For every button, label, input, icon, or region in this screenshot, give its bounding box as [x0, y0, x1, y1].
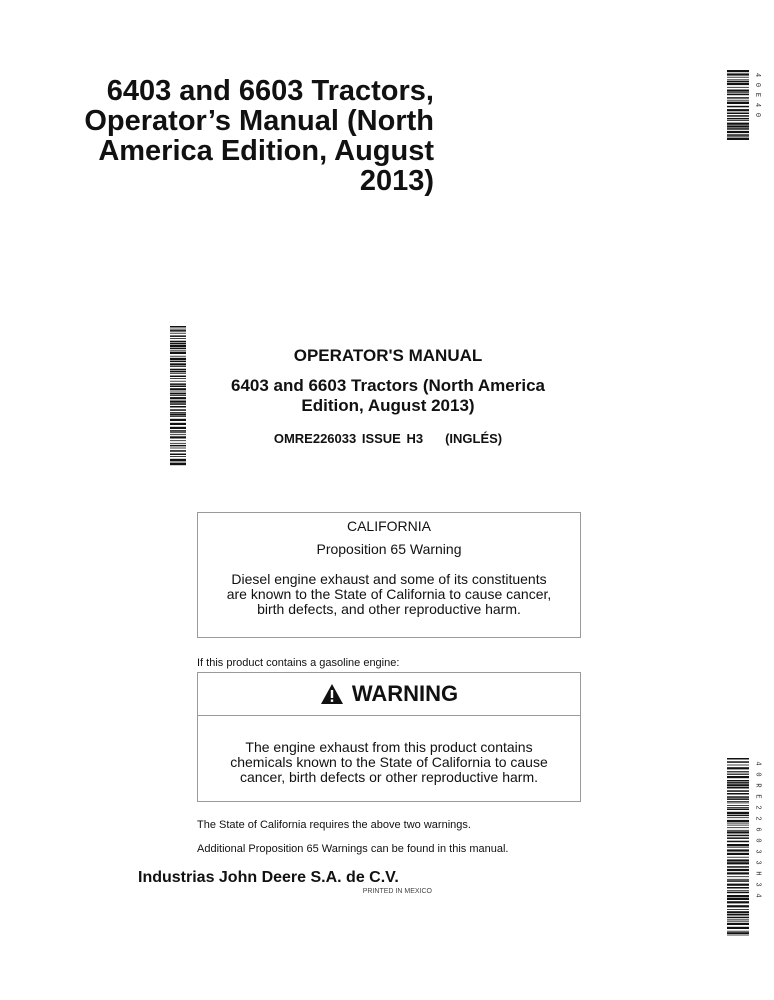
warning-triangle-icon	[320, 683, 344, 705]
title-line: America Edition, August	[98, 135, 434, 167]
california-subheading: Proposition 65 Warning	[316, 541, 462, 557]
manual-heading: OPERATOR'S MANUAL	[293, 346, 483, 365]
warning-body	[198, 740, 580, 785]
warning-heading: WARNING	[351, 681, 459, 706]
california-body-line: are known to the State of California to cause cancer,	[226, 586, 552, 602]
subtitle-line: 6403 and 6603 Tractors (North America	[230, 376, 545, 395]
barcode-digit: 0	[753, 82, 761, 88]
right-bottom-barcode-digits	[751, 758, 763, 936]
warning-body-line: chemicals known to the State of California to cause	[230, 754, 548, 770]
left-barcode-graphic	[170, 326, 186, 466]
barcode-digit: 4	[753, 72, 761, 78]
barcode-digit: 3	[753, 882, 762, 887]
warning-body-line: The engine exhaust from this product contains	[245, 739, 533, 755]
barcode-digit: 4	[753, 893, 762, 898]
manual-language: (INGLÉS)	[445, 431, 503, 446]
publisher-name: Industrias John Deere S.A. de C.V.	[138, 869, 399, 886]
barcode-digit: 2	[753, 805, 762, 810]
document-title	[40, 76, 434, 196]
california-heading: CALIFORNIA	[346, 518, 431, 534]
right-bottom-barcode-graphic	[727, 758, 749, 936]
barcode-digit: 3	[753, 860, 762, 865]
title-line: 2013)	[359, 165, 434, 197]
california-body-line: birth defects, and other reproductive harm.	[257, 601, 521, 617]
barcode-digit: R	[753, 783, 762, 788]
barcode-digit: 6	[753, 827, 762, 832]
barcode-digit: E	[753, 92, 761, 98]
warning-header	[198, 673, 580, 716]
additional-warnings-note: Additional Proposition 65 Warnings can be found in this manual.	[197, 843, 509, 855]
california-body	[198, 572, 580, 617]
barcode-digit: 2	[753, 816, 762, 821]
gasoline-note: If this product contains a gasoline engine:	[197, 657, 400, 669]
barcode-digit: 0	[753, 772, 762, 777]
requirement-note: The State of California requires the above two warnings.	[197, 819, 471, 831]
title-line: Operator’s Manual (North	[84, 105, 434, 137]
california-body-line: Diesel engine exhaust and some of its constituents	[231, 571, 547, 587]
printed-in-note: PRINTED IN MEXICO	[362, 888, 432, 895]
california-warning-box	[197, 512, 581, 638]
barcode-digit: E	[753, 794, 762, 799]
title-line: 6403 and 6603 Tractors,	[106, 75, 434, 107]
barcode-digit: 4	[753, 761, 762, 766]
manual-code: OMRE226033 ISSUE H3	[273, 431, 424, 446]
barcode-digit: 4	[753, 102, 761, 108]
right-top-barcode-digits	[751, 70, 763, 140]
barcode-digit: 3	[753, 849, 762, 854]
barcode-digit: H	[753, 871, 762, 876]
subtitle-line: Edition, August 2013)	[301, 396, 475, 415]
warning-body-line: cancer, birth defects or other reproductive harm.	[239, 769, 539, 785]
gasoline-warning-box	[197, 672, 581, 802]
barcode-digit: 0	[753, 112, 761, 118]
barcode-digit: 0	[753, 838, 762, 843]
manual-subtitle	[188, 376, 588, 416]
manual-code-line	[188, 431, 588, 447]
right-top-barcode-graphic	[727, 70, 749, 140]
